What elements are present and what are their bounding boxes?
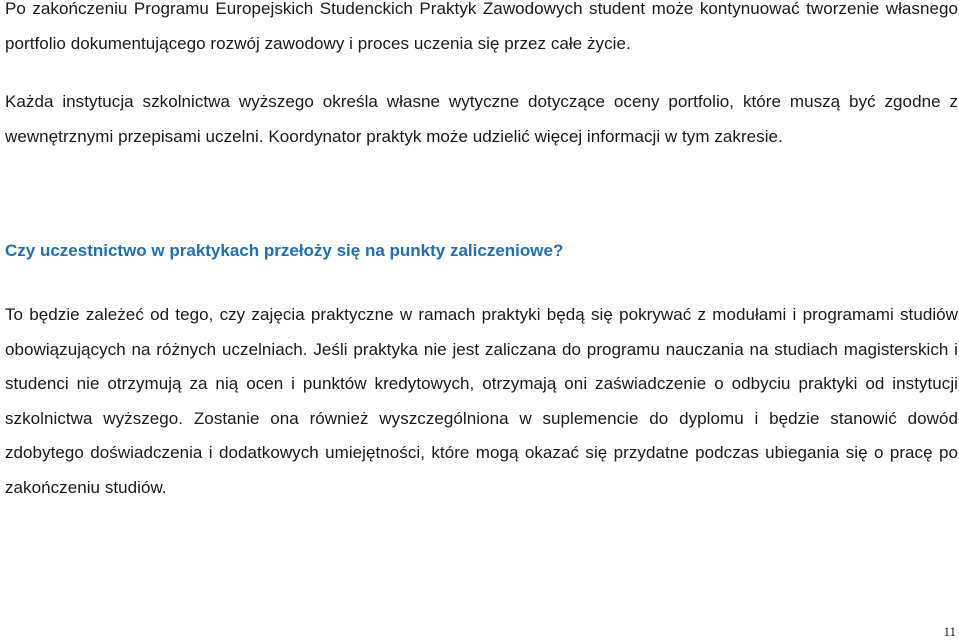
paragraph-portfolio-guidelines: Każda instytucja szkolnictwa wyższego określa własne wytyczne dotyczące oceny portfolio, które muszą być zgodne z wewnętrznymi przepisami uczelni. Koordynator praktyk może udzielić więcej informacji w tym zakresie. [5, 92, 958, 146]
paragraph-credits-answer: To będzie zależeć od tego, czy zajęcia praktyczne w ramach praktyki będą się pokrywać z modułami i programami studiów obowiązujących na różnych uczelniach. Jeśli praktyka nie jest zaliczana do programu nauczania na studiach magisterskich i studenci nie otrzymują za nią ocen i punktów kredytowych, otrzymają oni zaświadczenie o odbyciu praktyki od instytucji szkolnictwa wyższego. Zostanie ona również wyszczególniona w suplemencie do dyplomu i będzie stanowić dowód zdobytego doświadczenia i dodatkowych umiejętności, które mogą okazać się przydatne podczas ubiegania się o pracę po zakończeniu studiów. [5, 305, 958, 497]
section-heading-credits: Czy uczestnictwo w praktykach przełoży się na punkty zaliczeniowe? [5, 241, 564, 260]
page-number: 11 [943, 624, 956, 639]
paragraph-portfolio-continuation: Po zakończeniu Programu Europejskich Studenckich Praktyk Zawodowych student może kontynuować tworzenie własnego portfolio dokumentującego rozwój zawodowy i proces uczenia się przez całe życie. [5, 0, 958, 53]
